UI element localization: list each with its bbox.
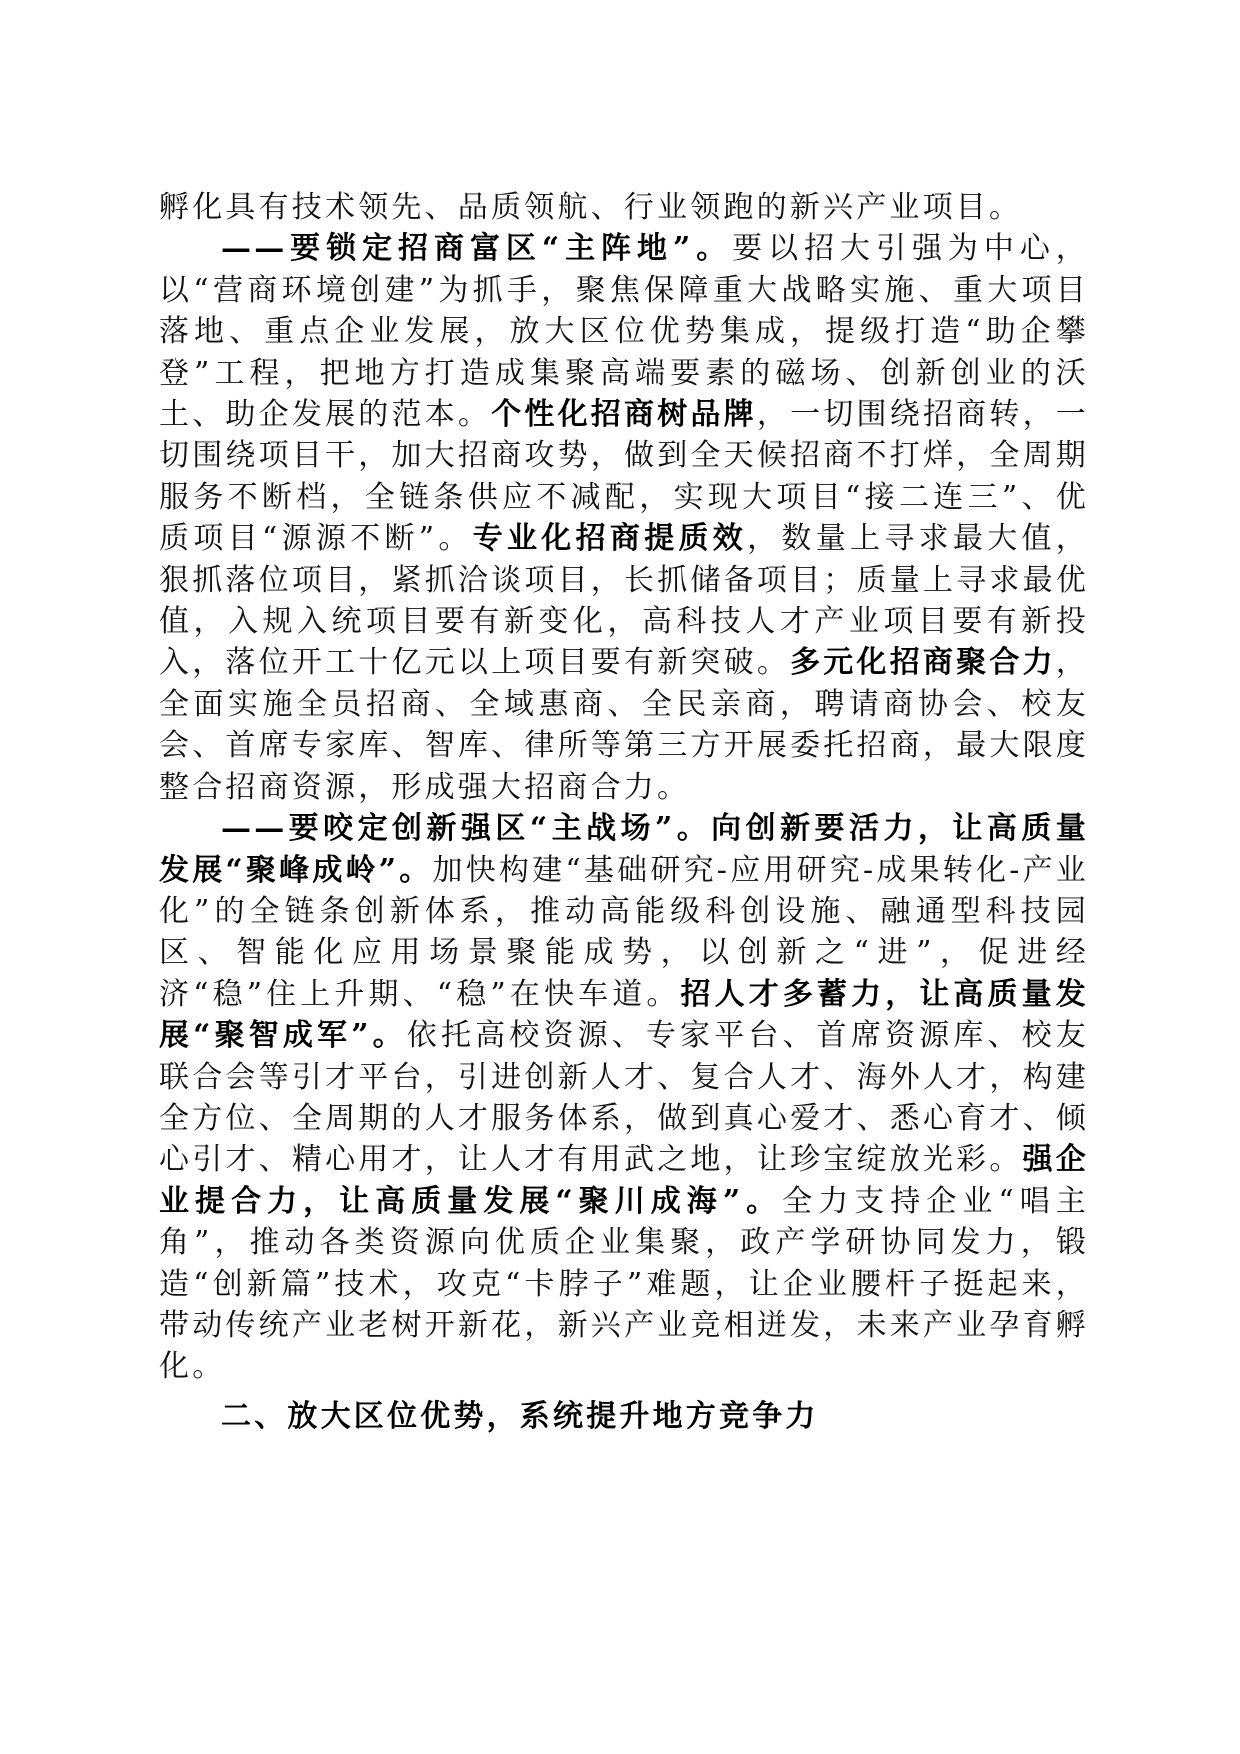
paragraph-heading: ——要咬定创新强区“主战场”。向创新要活力，让高质量发展“聚峰成岭”。 bbox=[159, 811, 1089, 888]
paragraph-text: 全力支持企业“唱主角”，推动各类资源向优质企业集聚，政产学研协同发力，锻造“创新篇”技术，攻克“卡脖子”难题，让企业腰杆子挺起来，带动传统产业老树开新花，新兴产业竞相迸发，未来产业孕育孵化。 bbox=[159, 1183, 1089, 1385]
paragraph-investment bbox=[159, 228, 1089, 808]
paragraph-innovation bbox=[159, 808, 1089, 1388]
document-body bbox=[159, 187, 1089, 1437]
bold-phrase: 多元化招商聚合力 bbox=[790, 645, 1056, 681]
bold-phrase: 个性化招商树品牌 bbox=[491, 397, 757, 433]
paragraph-continuation bbox=[159, 187, 1089, 228]
bold-phrase: 强企业提合力，让高质量发展“聚川成海”。 bbox=[159, 1142, 1089, 1219]
paragraph-text: 依托高校资源、专家平台、首席资源库、校友联合会等引才平台，引进创新人才、复合人才、海外人才，构建全方位、全周期的人才服务体系，做到真心爱才、悉心育才、倾心引才、精心用才，让人才有用武之地，让珍宝绽放光彩。 bbox=[159, 1018, 1089, 1178]
bold-phrase: 招人才多蓄力，让高质量发展“聚智成军”。 bbox=[159, 976, 1090, 1054]
section-heading: 二、放大区位优势，系统提升地方竞争力 bbox=[221, 1398, 819, 1434]
paragraph-text: ，一切围绕招商转，一切围绕项目干，加大招商攻势，做到全天候招商不打烊，全周期服务不断档，全链条供应不减配，实现大项目“接二连三”、优质项目“源源不断”。 bbox=[159, 397, 1090, 557]
paragraph-heading: ——要锁定招商富区“主阵地”。 bbox=[221, 231, 733, 267]
bold-phrase: 专业化招商提质效 bbox=[472, 521, 748, 557]
paragraph-text: ，数量上寻求最大值，狠抓落位项目，紧抓洽谈项目，长抓储备项目；质量上寻求最优值，入规入统项目要有新变化，高科技人才产业项目要有新投入，落位开工十亿元以上项目要有新突破。 bbox=[159, 521, 1089, 681]
paragraph-text: 加快构建“基础研究-应用研究-成果转化-产业化”的全链条创新体系，推动高能级科创设施、融通型科技园区、智能化应用场景聚能成势，以创新之“进”，促进经济“稳”住上升期、“稳”在快车道。 bbox=[159, 852, 1090, 1012]
paragraph-text: 要以招大引强为中心，以“营商环境创建”为抓手，聚焦保障重大战略实施、重大项目落地、重点企业发展，放大区位优势集成，提级打造“助企攀登”工程，把地方打造成集聚高端要素的磁场、创新创业的沃土、助企发展的范本。 bbox=[159, 231, 1089, 433]
paragraph-text: 孵化具有技术领先、品质领航、行业领跑的新兴产业项目。 bbox=[159, 190, 1023, 225]
paragraph-text: ，全面实施全员招商、全域惠商、全民亲商，聘请商协会、校友会、首席专家库、智库、律所等第三方开展委托招商，最大限度整合招商资源，形成强大招商合力。 bbox=[159, 645, 1089, 805]
